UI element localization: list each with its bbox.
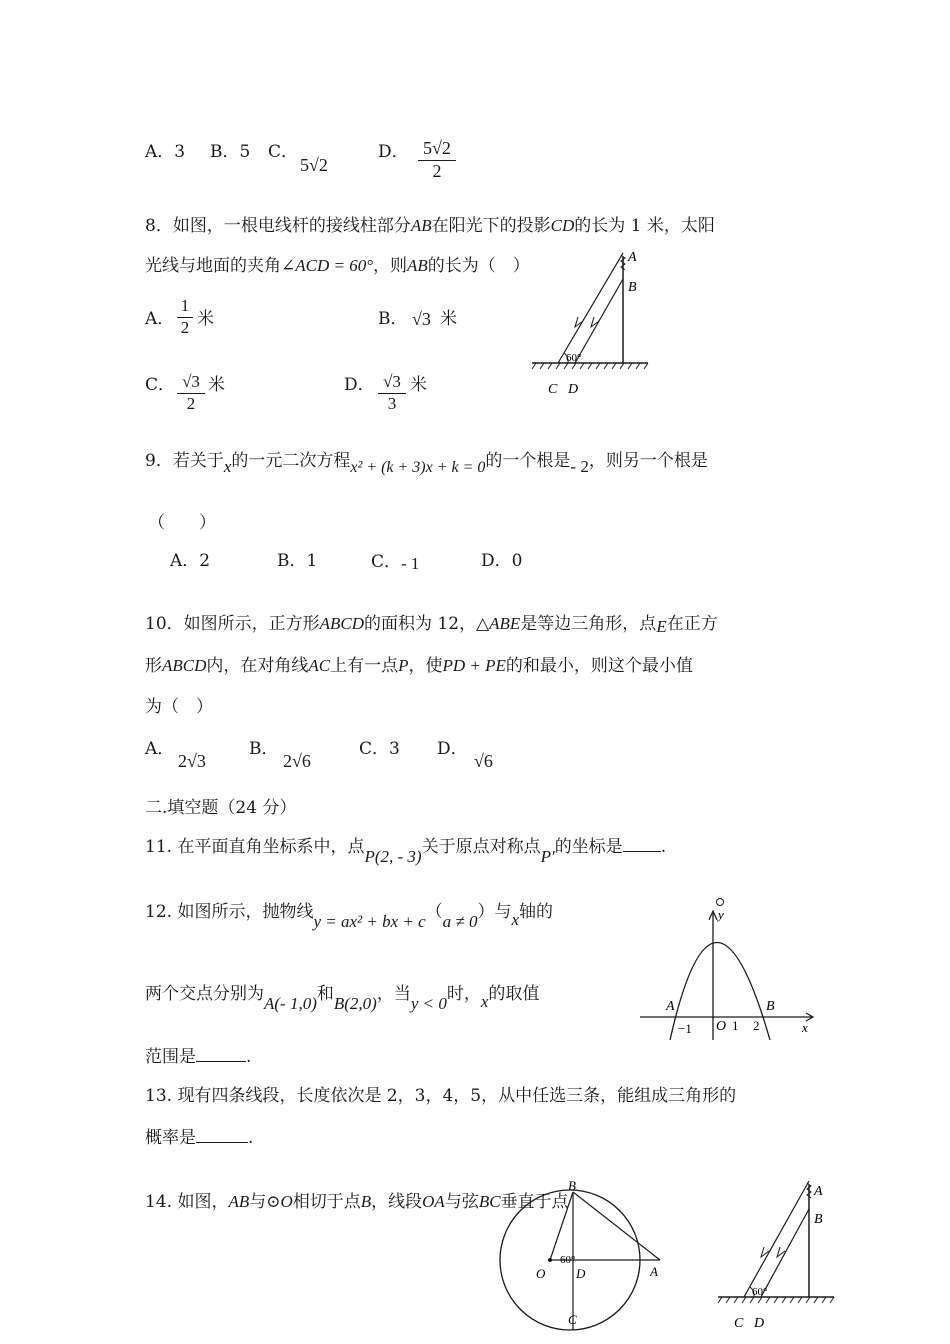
q11-line: 11. 在平面直角坐标系中，点P(2, - 3)关于原点对称点P′的坐标是 . [145,837,667,866]
answer-blank[interactable] [196,1142,248,1143]
q13-line-1: 13. 现有四条线段，长度依次是 2，3，4，5，从中任选三条，能组成三角形的 [145,1086,737,1106]
q14-circle-figure [498,1178,668,1340]
x-axis-label: x [802,1020,808,1035]
point-a-label: A [666,999,675,1014]
q13-line-2: 概率是 . [145,1128,254,1148]
q12-line-2: 两个交点分别为A(- 1,0)和B(2,0)，当y < 0时，x的取值 [145,984,540,1013]
q7-option-b: B．5 [210,142,251,162]
q8-option-d-unit: 米 [410,375,427,395]
fraction-numerator: 5√2 [423,138,451,158]
q8-line-2: 光线与地面的夹角∠ACD = 60°，则AB的长为（ ） [145,256,530,276]
answer-blank[interactable] [196,1061,246,1062]
q12-parabola-graph [636,895,826,1045]
answer-blank[interactable] [623,851,661,852]
ground-hatching [532,363,648,369]
q8-option-a-unit: 米 [197,309,214,329]
q10-option-b-label: B． [249,739,279,759]
point-c-label: C [734,1316,744,1331]
q7-option-a: A．3 [145,142,186,162]
point-b-label: B [766,999,775,1014]
origin-label: O [716,1019,727,1034]
point-c-label: C [568,1312,577,1327]
q8-line-1: 8．如图，一根电线杆的接线柱部分AB在阳光下的投影CD的长为 1 米，太阳 [145,216,715,236]
q14-line-1: 14. 如图，AB与⊙O相切于点B，线段OA与弦BC垂直于点 [145,1192,569,1212]
q7-option-c-value: 5√2 [300,155,328,175]
q9-option-d: D．0 [481,551,523,571]
q10-option-a-label: A． [145,739,175,759]
q9-option-b: B．1 [277,551,318,571]
tick-one: 1 [732,1018,739,1033]
fraction-denominator: 2 [432,160,442,181]
q8-option-d-label: D． [344,375,375,395]
ground-hatching [718,1297,834,1303]
q9-option-c: C．- 1 [371,552,420,573]
q8-option-a-fraction: 1 2 [177,297,193,337]
point-a-label: A [628,250,637,265]
q8-pole-figure [528,245,658,400]
q9-line-1: 9．若关于x的一元二次方程x² + (k + 3)x + k = 0的一个根是- 2，则另一个根是 [145,451,708,476]
q9-paren: （ ） [148,513,216,533]
point-o-label: O [536,1266,546,1281]
q8-option-b-label: B． [378,309,408,329]
point-d-label: D [754,1316,765,1331]
q7-option-d-label: D． [378,142,409,162]
radius-ob [550,1192,573,1260]
q7-option-c-label: C． [268,142,299,162]
q10-option-d-label: D． [437,739,468,759]
point-a-label: A [650,1264,658,1279]
graph-dot-icon [717,899,724,906]
sunray-a-line [744,1181,809,1297]
q10-line-3: 为（ ） [145,697,213,717]
center-dot [548,1258,552,1262]
q10-line-1: 10．如图所示，正方形ABCD的面积为 12，△ABE是等边三角形，点E在正方 [145,614,718,636]
sunray-a-line [558,253,623,363]
q14-pole-figure [714,1177,844,1337]
q9-option-a: A．2 [170,551,211,571]
q8-option-c-label: C． [145,375,176,395]
section-2-title: 二.填空题（24 分） [145,798,297,818]
q10-option-a-value: 2√3 [178,751,206,771]
y-axis-label: y [718,907,724,922]
q8-option-d-fraction: √3 3 [378,373,406,413]
q10-option-c: C．3 [359,739,400,759]
angle-label: 60° [566,352,582,364]
q10-option-b-value: 2√6 [283,751,311,771]
q8-option-c-fraction: √3 2 [177,373,205,413]
q10-line-2: 形ABCD内，在对角线AC上有一点P，使PD + PE的和最小，则这个最小值 [145,656,693,676]
q8-option-b-unit: 米 [440,309,457,329]
arrow-icon [591,317,599,327]
q8-option-c-unit: 米 [208,375,225,395]
point-d-label: D [568,382,579,397]
point-b-label: B [814,1212,823,1227]
q12-line-1: 12. 如图所示，抛物线y = ax² + bx + c（a ≠ 0）与x轴的 [145,902,554,931]
angle-label: 60° [752,1286,768,1298]
point-d-label: D [576,1266,586,1281]
q10-option-d-value: √6 [474,751,493,771]
q8-option-a-label: A． [145,309,175,329]
q7-option-d-fraction [418,139,456,182]
point-c-label: C [548,382,558,397]
q8-option-b-value: √3 [412,309,431,329]
point-b-label: B [568,1178,576,1193]
point-b-label: B [628,280,637,295]
tangent-ab [573,1192,660,1260]
arrow-icon [575,317,583,327]
tick-minus-one: −1 [678,1021,692,1036]
q12-line-3: 范围是 . [145,1047,252,1067]
point-a-label: A [814,1184,823,1199]
tick-two: 2 [753,1018,760,1033]
angle-label: 60° [560,1254,576,1266]
